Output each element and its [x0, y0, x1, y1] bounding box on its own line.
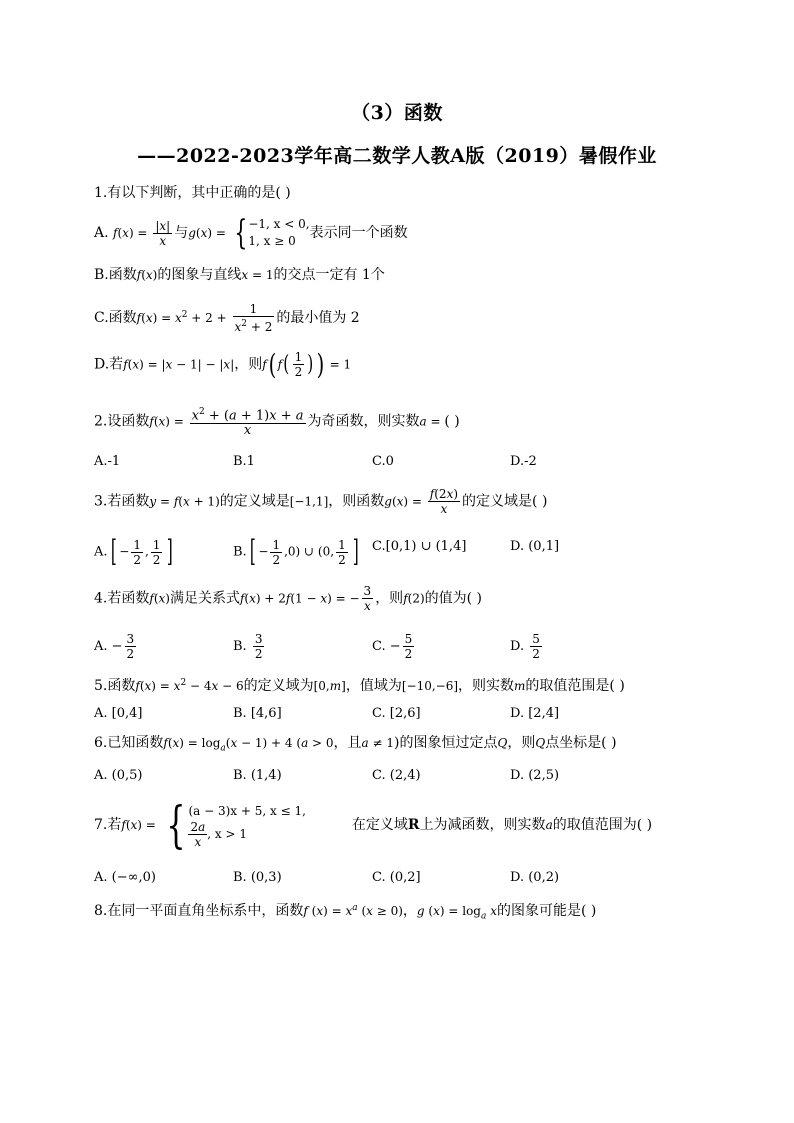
question-5-option-b: B. [4,6]	[233, 706, 282, 721]
question-5-option-d: D. [2,4]	[510, 706, 560, 721]
question-4-option-b: B. $\frac{3}{2}$	[233, 632, 263, 661]
question-1-stem: 1.有以下判断，其中正确的是( )	[94, 185, 291, 201]
question-4-stem: 4.若函数f(x)满足关系式f(x) + 2f(1 − x) = − $\frac{3}{x}$ ，则f(2)的值为( )	[94, 584, 483, 613]
question-1-option-a: A. f(x) = $\frac{|x|}{x}$ 与g(x) = { −1, x < 0, 1, x ≥ 0 表示同一个函数	[94, 213, 408, 253]
page-subtitle: ——2022-2023学年高二数学人教A版（2019）暑假作业	[137, 145, 657, 167]
question-7-stem: 7.若f(x) = { (a − 3)x + 5, x ≤ 1, $\frac{2a}{x}$ , x > 1 在定义域R上为减函数，则实数a的取值范围为( )	[94, 796, 653, 854]
question-1-option-d: D.若f(x) = |x − 1| − |x|，则f( f( $\frac{1}{2}$ ) ) = 1	[94, 347, 352, 381]
question-2-option-d: D.-2	[510, 454, 537, 469]
page-title: （3）函数	[351, 102, 443, 124]
question-5-option-a: A. [0,4]	[94, 706, 143, 721]
question-1-option-b: B.函数f(x)的图象与直线x = 1的交点一定有 1个	[94, 267, 385, 283]
question-6-stem: 6.已知函数$f(x) = \log_a(x - 1) + 4$ (a > 0，且a ≠ 1)的图象恒过定点Q，则Q点坐标是( )	[94, 735, 617, 754]
question-3-option-c: C.[0,1) ∪ (1,4]	[372, 539, 467, 554]
question-2-stem: 2.设函数f(x) = $\frac{x^2 + (a + 1)x + a}{x}$ 为奇函数，则实数a = ( )	[94, 407, 460, 439]
question-4-option-c: C. − $\frac{5}{2}$	[372, 632, 413, 661]
question-7-option-d: D. (0,2)	[510, 870, 560, 885]
question-1-option-c: C.函数$f(x) = x^2 + 2$ + $\frac{1}{x^2 + 2}$ 的最小值为 2	[94, 302, 360, 334]
question-4-option-a: A. − $\frac{3}{2}$	[94, 632, 135, 661]
question-8-stem: 8.在同一平面直角坐标系中，函数f $(x) = x^a$ (x ≥ 0)，g $(x) = \log_a x$的图象可能是( )	[94, 903, 597, 922]
question-5-stem: 5.函数$f(x) = x^2 - 4x - 6$的定义域为[0,m]，值域为[−10,−6]，则实数m的取值范围是( )	[94, 678, 625, 694]
question-3-stem: 3.若函数y = f(x + 1)的定义域是[−1,1]，则函数g(x) = $\frac{f(2x)}{x}$ 的定义域是( )	[94, 487, 548, 516]
question-7-option-a: A. (−∞,0)	[94, 870, 156, 885]
question-5-option-c: C. [2,6]	[372, 706, 421, 721]
question-3-option-b: B.[ − $\frac{1}{2}$ ,0) ∪ (0, $\frac{1}{2}$ ]	[233, 534, 359, 569]
question-2-option-b: B.1	[233, 454, 255, 469]
question-6-option-b: B. (1,4)	[233, 768, 282, 783]
question-7-option-c: C. (0,2]	[372, 870, 421, 885]
question-4-option-d: D. $\frac{5}{2}$	[510, 632, 540, 661]
question-6-option-a: A. (0,5)	[94, 768, 143, 783]
question-7-option-b: B. (0,3)	[233, 870, 282, 885]
question-3-option-d: D. (0,1]	[510, 539, 560, 554]
question-2-option-a: A.-1	[94, 454, 121, 469]
question-6-option-d: D. (2,5)	[510, 768, 560, 783]
question-2-option-c: C.0	[372, 454, 394, 469]
question-6-option-c: C. (2,4)	[372, 768, 421, 783]
question-3-option-a: A.[ − $\frac{1}{2}$ , $\frac{1}{2}$ ]	[94, 534, 174, 569]
